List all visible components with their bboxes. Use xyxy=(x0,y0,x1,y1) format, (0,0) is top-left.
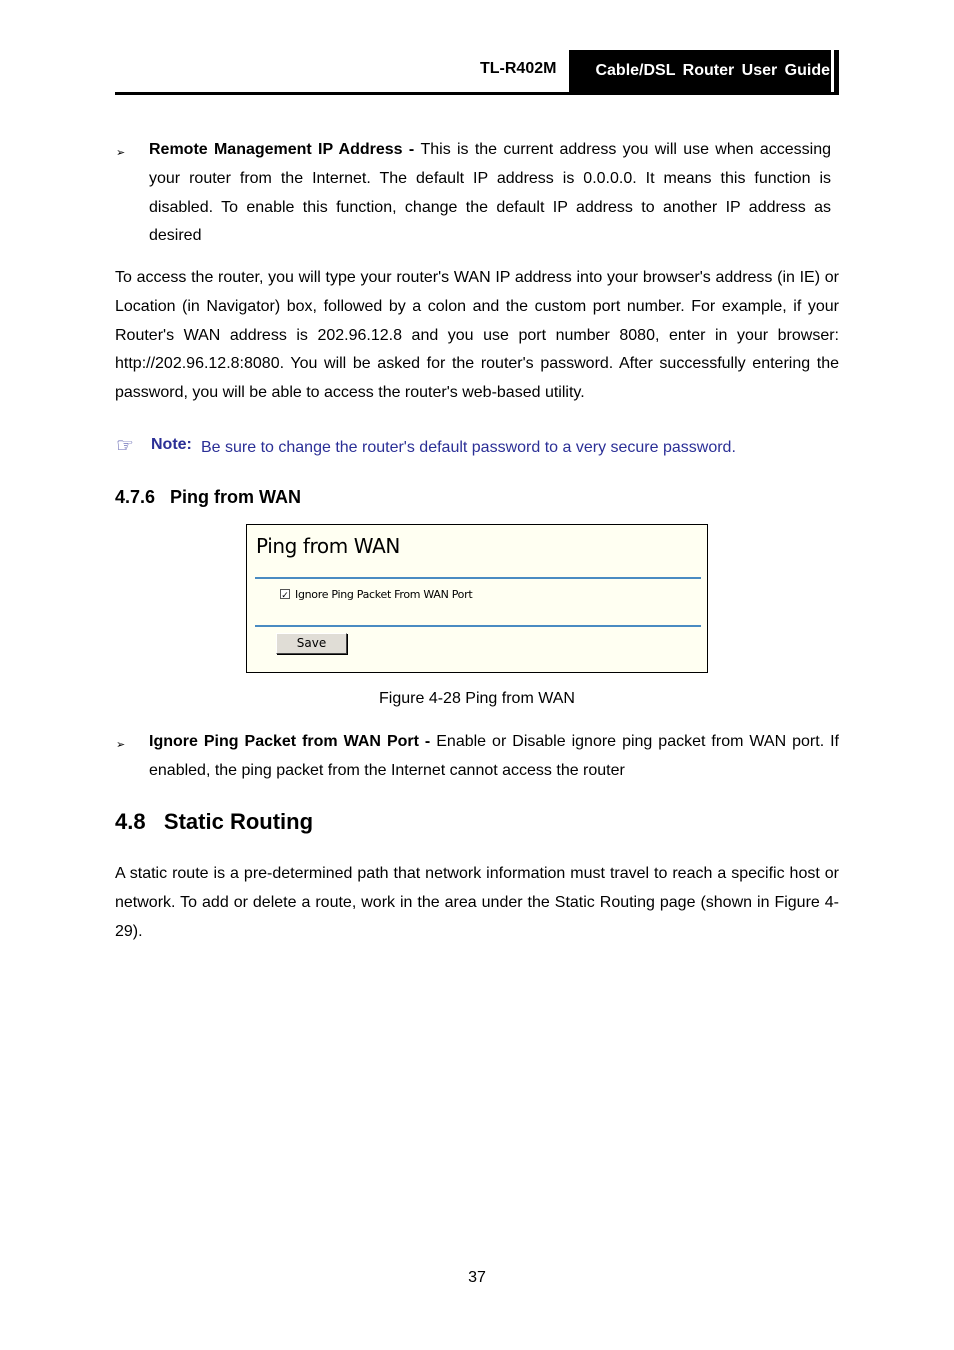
figure-divider-top xyxy=(255,577,701,579)
bullet-ignore-ping xyxy=(149,728,839,786)
static-routing-paragraph: A static route is a pre-determined path that network information must travel to reach a specific host or network. To add or delete a route, work in the area under the Static Routing page (shown in Figure 4-29). xyxy=(115,865,839,940)
bullet-remote-management xyxy=(149,136,831,251)
pointing-hand-icon: ☞ xyxy=(116,435,134,457)
figure-caption: Figure 4-28 Ping from WAN xyxy=(379,690,575,707)
page-number: 37 xyxy=(468,1269,486,1286)
ignore-ping-checkbox[interactable]: ✓ xyxy=(281,590,289,600)
bullet-arrow-icon: ➢ xyxy=(116,147,126,159)
ignore-ping-checkbox-label: Ignore Ping Packet From WAN Port xyxy=(295,588,473,601)
ping-from-wan-figure xyxy=(246,524,708,673)
save-button[interactable]: Save xyxy=(276,633,347,654)
figure-title: Ping from WAN xyxy=(256,534,400,558)
header-box-gap xyxy=(831,50,833,93)
section-heading-static-routing: 4.8 Static Routing xyxy=(115,809,314,834)
header-rule xyxy=(115,92,839,95)
bullet-text: This is the current address you will use when accessing your router from the Internet. The default IP address is 0.0.0.0. It means this function is disabled. To enable this function, change the default IP address to another IP address as desired xyxy=(149,141,831,245)
bullet-text: Enable or Disable ignore ping packet from WAN port. If enabled, the ping packet from the Internet cannot access the router xyxy=(149,733,840,779)
note-label: Note: xyxy=(151,436,192,453)
bullet-term: Remote Management IP Address - xyxy=(149,141,421,158)
access-paragraph: To access the router, you will type your router's WAN IP address into your browser's address (in IE) or Location (in Navigator) box, followed by a colon and the custom port number. For example, if your Router's WAN address is 202.96.12.8 and you use port number 8080, enter in your browser: http://202.96.12.8:8080. You will be asked for the router's password. After successfully entering the password, you will be able to access the router's web-based utility. xyxy=(115,269,839,402)
header-box-edge xyxy=(834,50,839,93)
section-heading-ping-from-wan: 4.7.6 Ping from WAN xyxy=(115,487,302,507)
header-guide-title: Cable/DSL Router User Guide xyxy=(569,50,833,93)
header-model: TL-R402M xyxy=(480,60,557,77)
figure-divider-bottom xyxy=(255,625,701,627)
bullet-term: Ignore Ping Packet from WAN Port - xyxy=(149,733,437,750)
note-text: Be sure to change the router's default password to a very secure password. xyxy=(201,439,736,456)
bullet-arrow-icon: ➢ xyxy=(116,739,126,751)
